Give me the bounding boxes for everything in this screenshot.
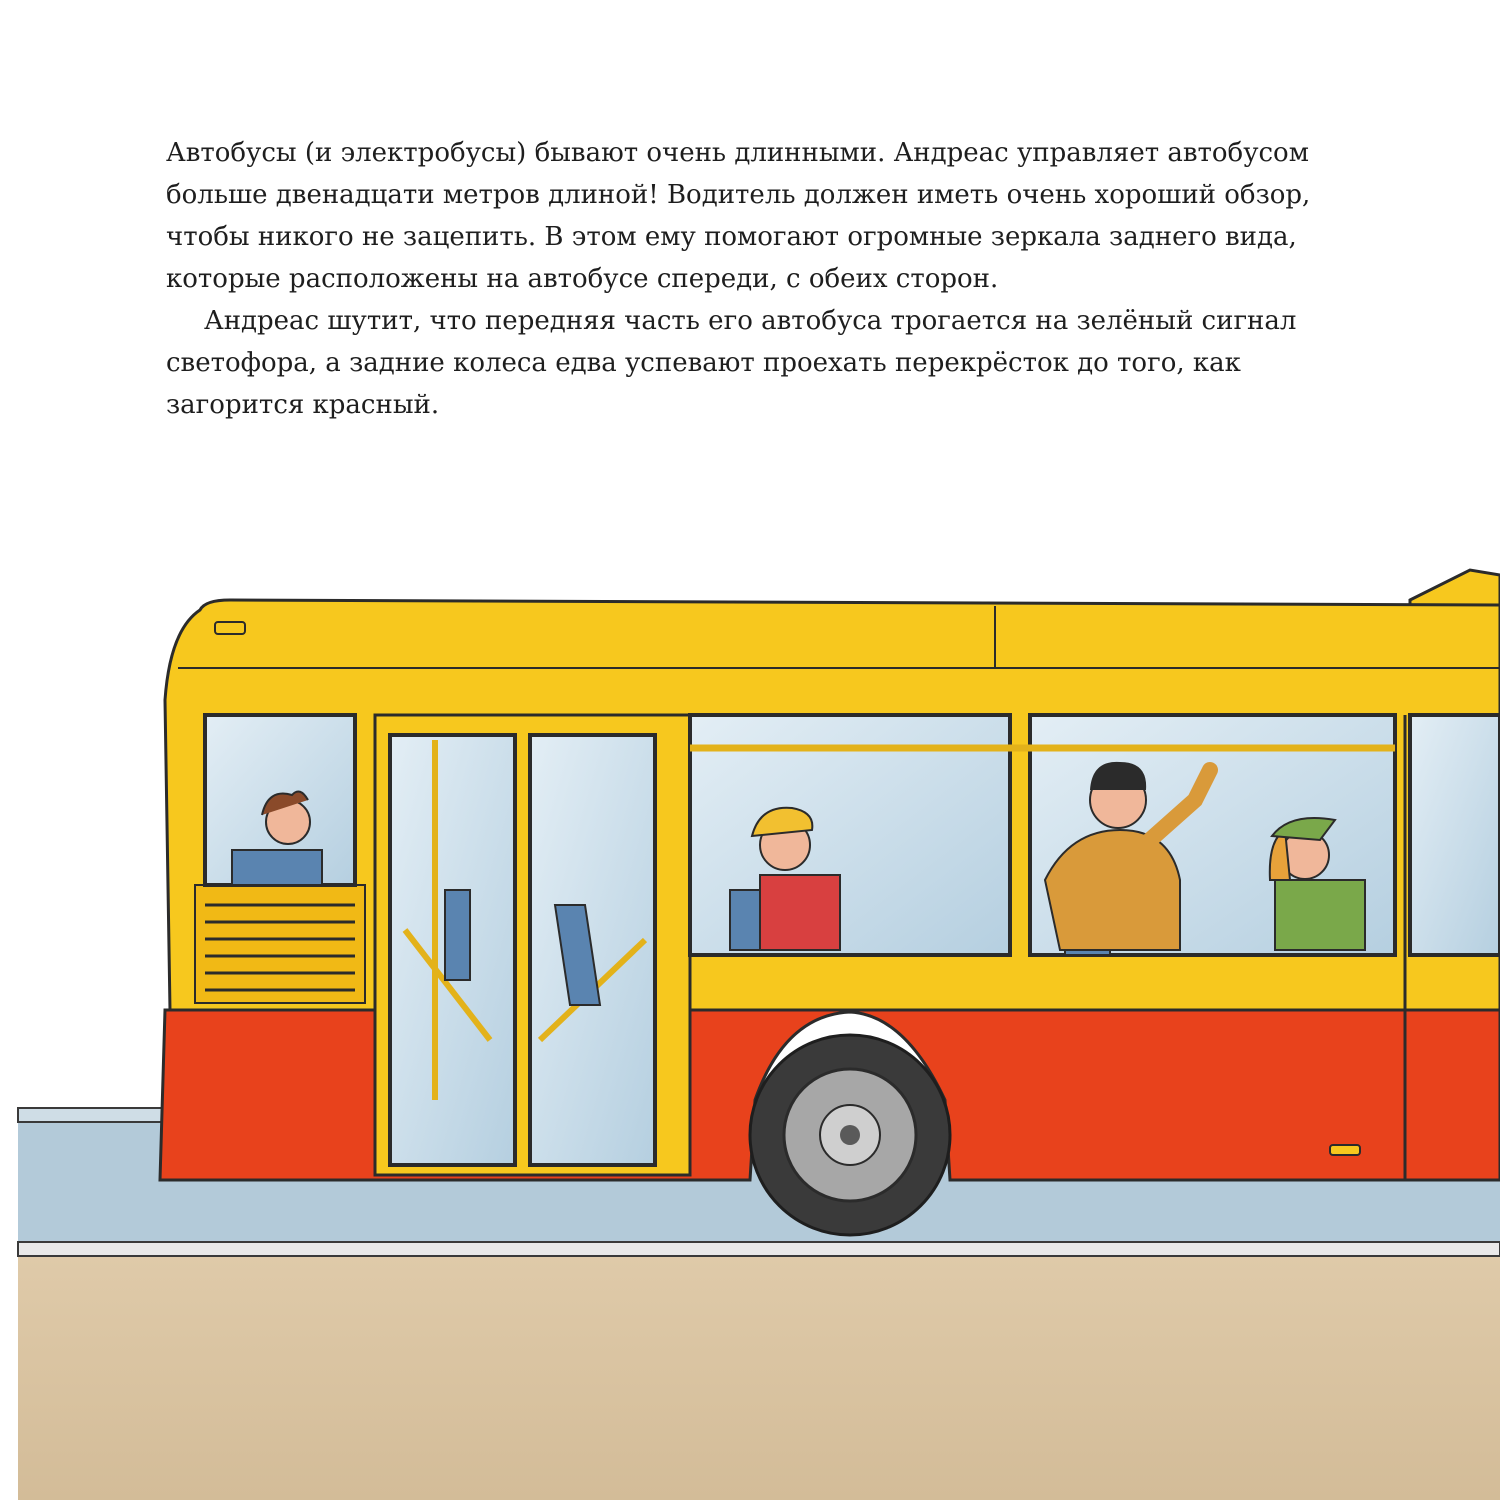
story-text: [166, 132, 1366, 426]
front-doors: [375, 715, 690, 1175]
curb-edge: [18, 1242, 1500, 1256]
front-marker-light: [215, 622, 245, 634]
side-marker-light: [1330, 1145, 1360, 1155]
roof-vent: [1410, 570, 1500, 605]
paragraph-1: Автобусы (и электробусы) бывают очень длинными. Андреас управляет автобусом больше двенадцати метров длиной! Водитель должен иметь очень хороший обзор, чтобы никого не зацепить. В этом ему помогают огромные зеркала заднего вида, которые расположены на автобусе спереди, с обеих сторон.: [166, 138, 1311, 294]
bus: [160, 570, 1500, 1235]
front-wheel: [750, 1035, 950, 1235]
road: [18, 1256, 1500, 1500]
passenger-window-3: [1410, 715, 1500, 955]
paragraph-2: Андреас шутит, что передняя часть его автобуса трогается на зелёный сигнал светофора, а задние колеса едва успевают проехать перекрёсток до того, как загорится красный.: [166, 306, 1297, 420]
front-grille: [195, 885, 365, 1003]
bus-illustration: [0, 560, 1500, 1500]
